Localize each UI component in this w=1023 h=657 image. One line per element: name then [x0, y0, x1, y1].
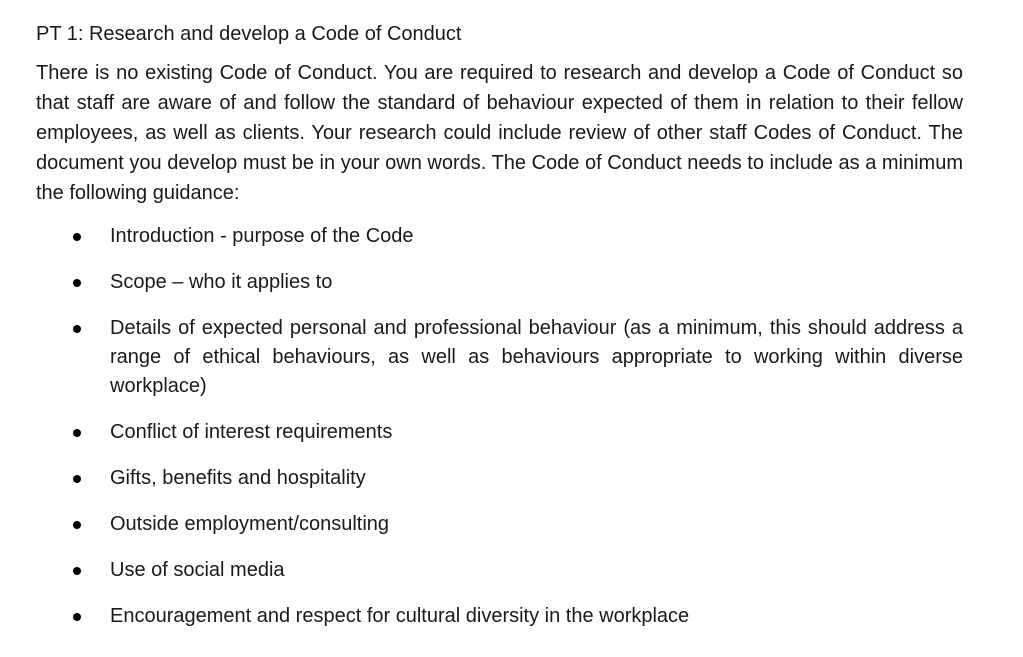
- bullet-icon: [73, 521, 81, 529]
- list-item: [36, 602, 963, 631]
- list-item-text: Conflict of interest requirements: [110, 421, 393, 443]
- list-item-text: Details of expected personal and professional behaviour (as a minimum, this should address a range of ethical behaviours, as well as behaviours appropriate to working within diverse workplace): [110, 317, 963, 397]
- list-item: [36, 556, 963, 585]
- bullet-icon: [73, 475, 81, 483]
- bullet-icon: [73, 613, 81, 621]
- document-page: [36, 20, 963, 648]
- list-item-text: Introduction - purpose of the Code: [110, 225, 414, 247]
- bullet-icon: [73, 279, 81, 287]
- list-item-text: Use of social media: [110, 559, 285, 581]
- document-heading: PT 1: Research and develop a Code of Conduct: [36, 23, 462, 45]
- bullet-icon: [73, 567, 81, 575]
- list-item-text: Scope – who it applies to: [110, 271, 333, 293]
- intro-paragraph: There is no existing Code of Conduct. You are required to research and develop a Code of Conduct so that staff are aware of and follow the standard of behaviour expected of them in relation to their fellow employees, as well as clients. Your research could include review of other staff Codes of Conduct. The document you develop must be in your own words. The Code of Conduct needs to include as a minimum the following guidance:: [36, 62, 963, 204]
- bullet-icon: [73, 233, 81, 241]
- list-item: [36, 268, 963, 297]
- list-item: [36, 418, 963, 447]
- guidance-list: [36, 222, 963, 631]
- list-item-text: Outside employment/consulting: [110, 513, 390, 535]
- bullet-icon: [73, 429, 81, 437]
- list-item-text: Gifts, benefits and hospitality: [110, 467, 366, 489]
- list-item: [36, 510, 963, 539]
- list-item: [36, 222, 963, 251]
- list-item-text: Encouragement and respect for cultural diversity in the workplace: [110, 605, 690, 627]
- list-item: [36, 314, 963, 401]
- list-item: [36, 464, 963, 493]
- bullet-icon: [73, 325, 81, 333]
